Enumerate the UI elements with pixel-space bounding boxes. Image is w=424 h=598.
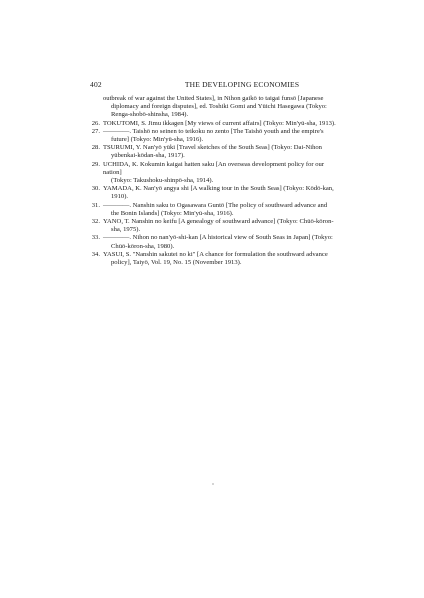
reference-line: (Tokyo: Takushoku-shinpō-sha, 1914). xyxy=(111,177,214,185)
reference-number: 31. xyxy=(91,201,100,209)
reference-entry xyxy=(90,185,336,201)
reference-entry xyxy=(90,128,336,144)
reference-line: YASUI, S. "Nanshin sakutei no ki" [A chance for formulation the southward advance xyxy=(103,250,328,258)
reference-line: TSURUMI, Y. Nan'yō yūki [Travel sketches of the South Seas] (Tokyo: Dai-Nihon xyxy=(103,144,322,152)
reference-line: YANO, T. Nanshin no keifu [A genealogy of southward advance] (Tokyo: Chūō-kōron- xyxy=(103,218,334,226)
reference-line: policy], Taiyō, Vol. 19, No. 15 (November 1913). xyxy=(111,259,242,267)
reference-line: ————. Nihon no nan'yō-shi-kan [A historical view of South Seas in Japan] (Tokyo: xyxy=(103,234,333,242)
reference-line: UCHIDA, K. Kokumin kaigai hatten saku [An overseas development policy for our nation] xyxy=(103,160,325,176)
reference-line: YAMADA, K. Nan'yō angya shi [A walking tour in the South Seas] (Tokyo: Kōdō-kan, xyxy=(103,185,334,193)
reference-line: 1910). xyxy=(111,193,129,201)
reference-entry xyxy=(90,218,336,234)
reference-line: yūbenkai-kōdan-sha, 1917). xyxy=(111,152,185,160)
reference-number: 30. xyxy=(91,185,100,193)
reference-entry xyxy=(90,161,336,186)
reference-line: the Bonin Islands] (Tokyo: Min'yū-sha, 1916). xyxy=(111,209,234,217)
reference-line: ————. Nanshin saku to Ogasawara Guntō [The policy of southward advance and xyxy=(103,201,328,209)
reference-line: Renga-shobō-shinsha, 1984). xyxy=(111,111,189,119)
reference-line: diplomacy and foreign disputes], ed. Toshiki Gomi and Yūichi Hasegawa (Tokyo: xyxy=(111,103,327,111)
reference-line: Chūō-kōron-sha, 1980). xyxy=(111,242,175,250)
reference-entry xyxy=(90,202,336,218)
reference-line: sha, 1975). xyxy=(111,226,141,234)
reference-entry xyxy=(90,251,336,267)
reference-line: outbreak of war against the United States], in Nihon gaikō to taigai funsō [Japanese xyxy=(103,95,324,102)
page-number: 402 xyxy=(90,80,102,89)
reference-line: TOKUTOMI, S. Jimu ikkagen [My views of current affairs] (Tokyo: Min'yū-sha, 1913). xyxy=(103,119,336,127)
scan-speck xyxy=(212,483,214,485)
reference-number: 33. xyxy=(91,234,100,242)
reference-entry xyxy=(90,234,336,250)
reference-number: 26. xyxy=(91,119,100,127)
reference-entry xyxy=(90,144,336,160)
reference-number: 28. xyxy=(91,144,100,152)
reference-entry xyxy=(90,120,336,128)
reference-list xyxy=(90,95,336,267)
reference-number: 29. xyxy=(91,160,100,168)
running-head: THE DEVELOPING ECONOMIES xyxy=(184,80,300,89)
reference-number: 27. xyxy=(91,127,100,135)
reference-entry xyxy=(90,95,336,120)
reference-number: 32. xyxy=(91,218,100,226)
reference-line: ————. Taishō no seinen to teikoku no zento [The Taishō youth and the empire's xyxy=(103,127,324,135)
reference-line: future] (Tokyo: Min'yū-sha, 1916). xyxy=(111,136,204,144)
reference-number: 34. xyxy=(91,250,100,258)
